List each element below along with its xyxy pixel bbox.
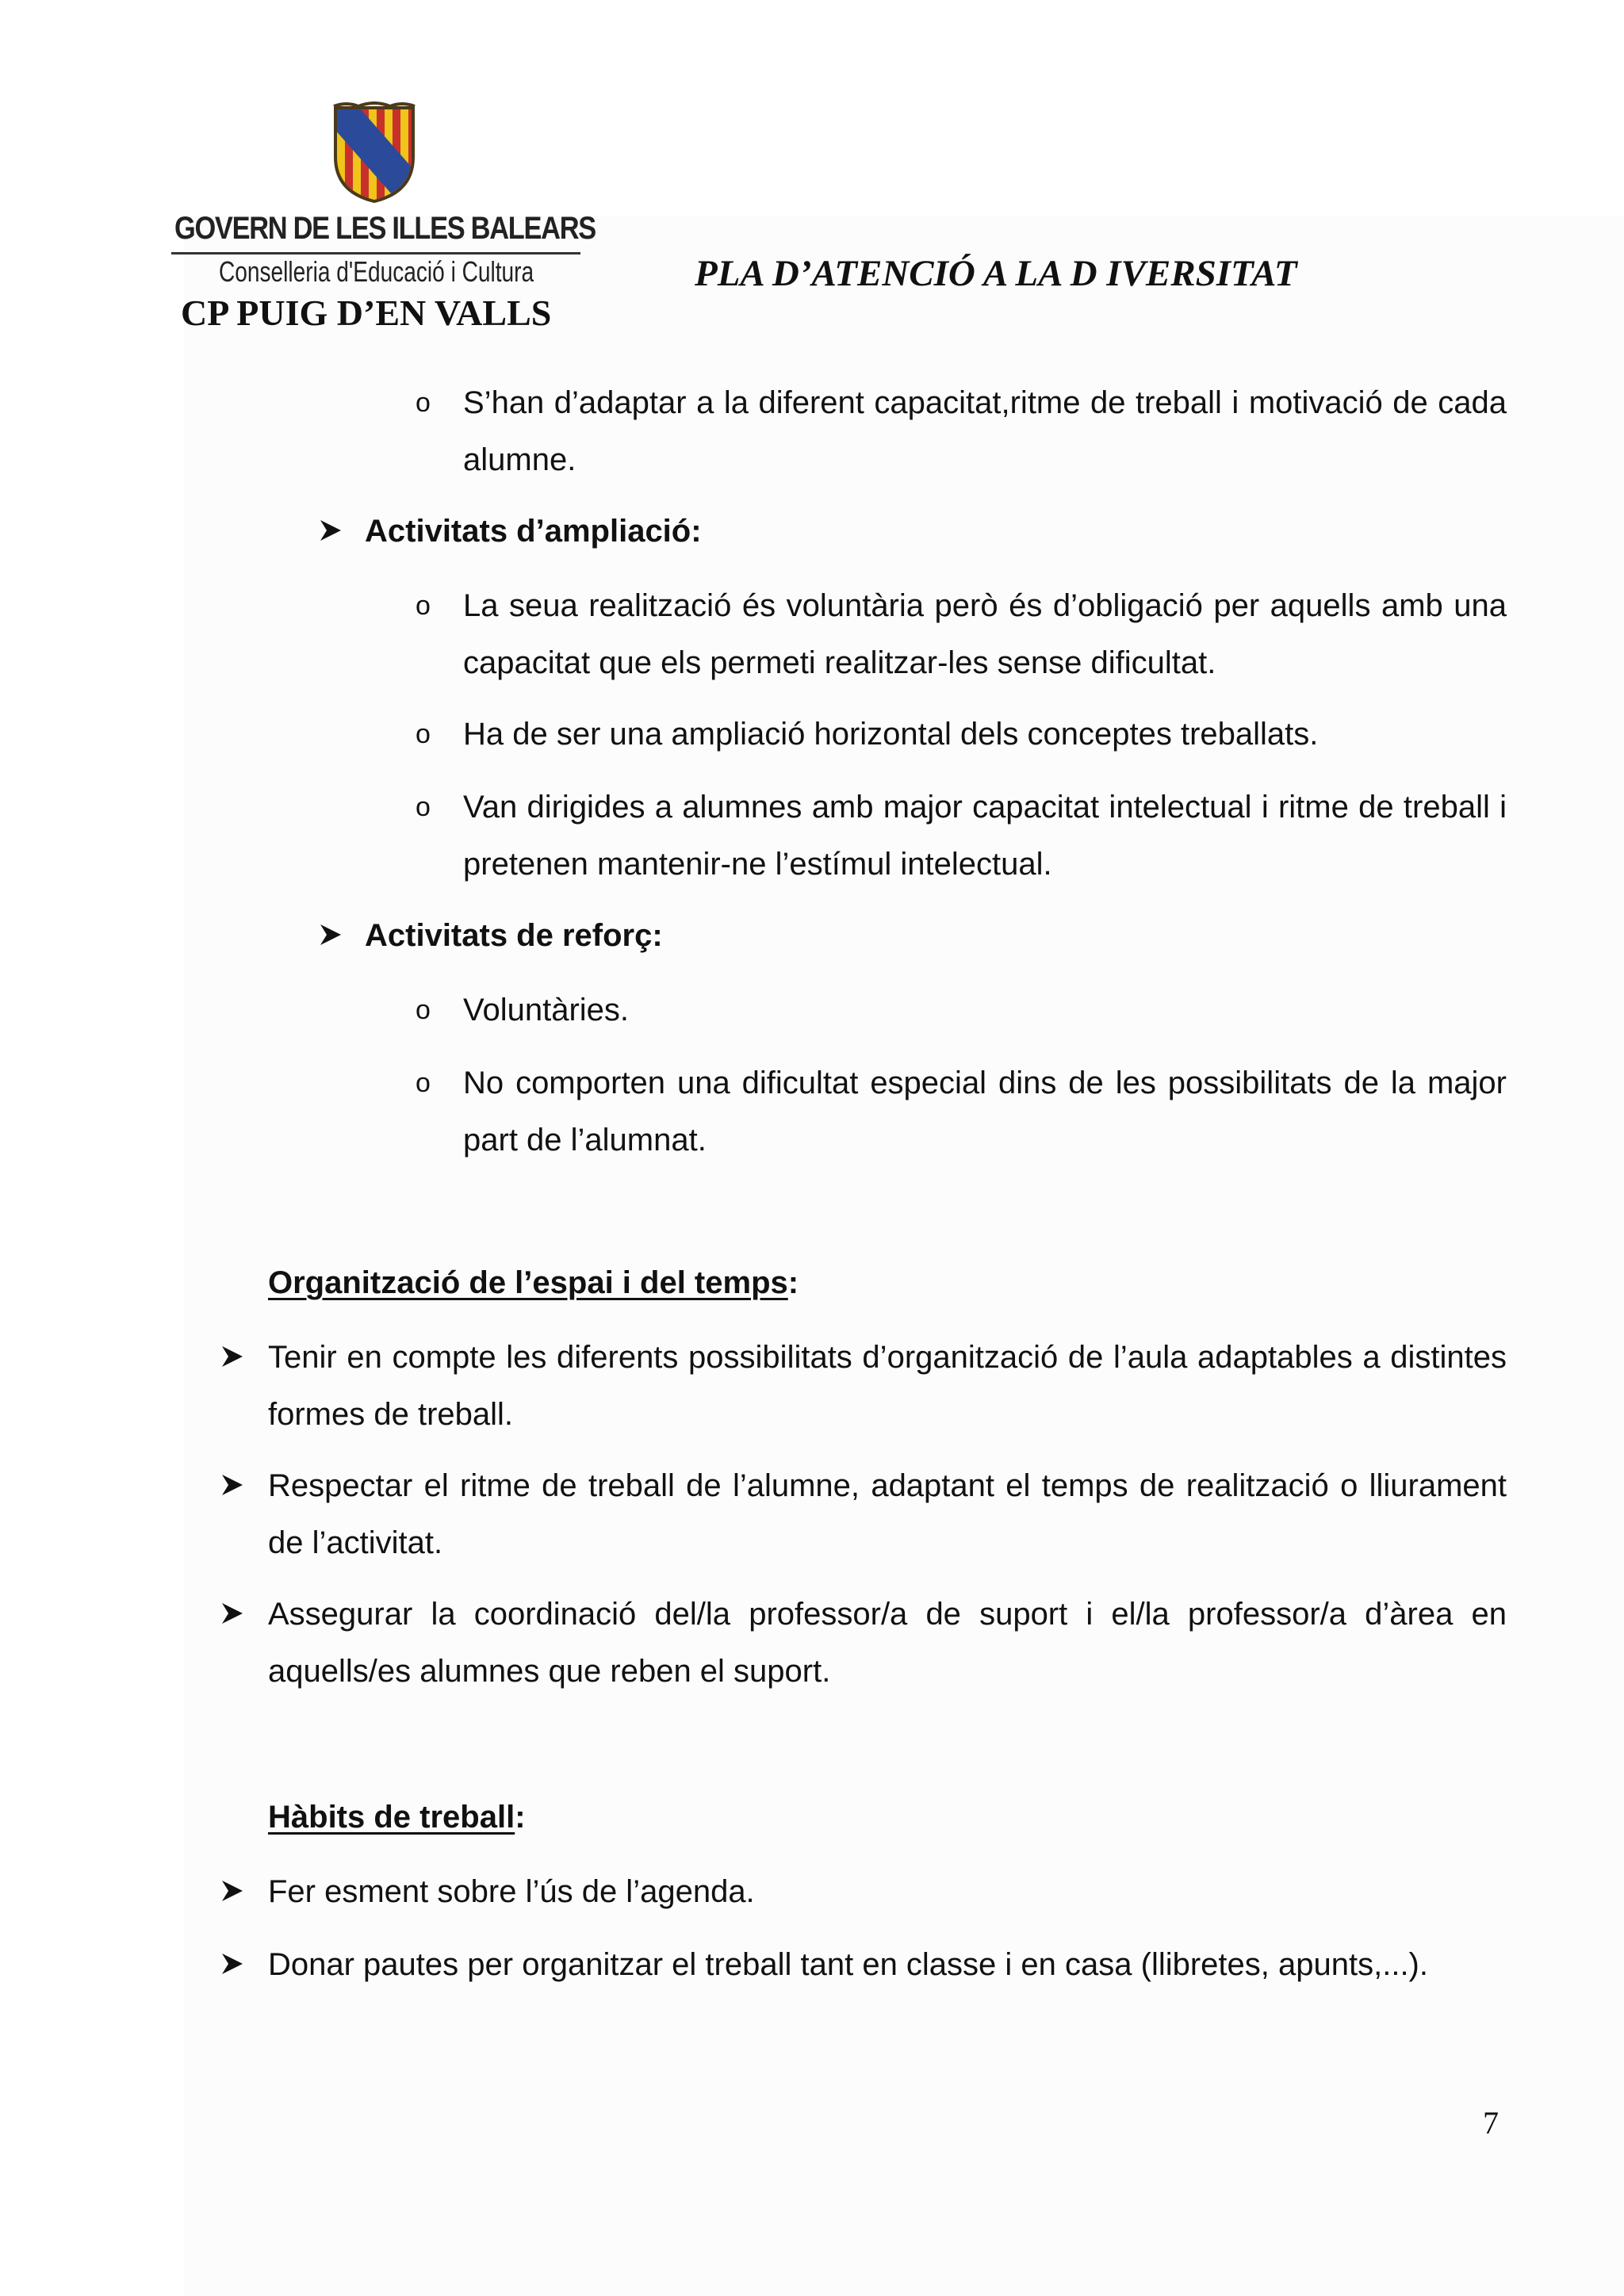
list-item: Ha de ser una ampliació horizontal dels conceptes treballats. <box>463 717 1319 752</box>
list-item: S’han d’adaptar a la diferent capacitat,ritme de treball i motivació de cada alumne. <box>463 385 1507 477</box>
heading-colon: : <box>787 1265 799 1300</box>
list-item: Fer esment sobre l’ús de l’agenda. <box>268 1874 755 1909</box>
list-item: No comporten una dificultat especial dins de les possibilitats de la major part de l’alumnat. <box>463 1066 1507 1158</box>
arrow-bullet-icon <box>220 1473 244 1497</box>
section-subheading-ampliacio: Activitats d’ampliació: <box>365 514 702 549</box>
list-item: Assegurar la coordinació del/la professor/a de suport i el/la professor/a d’àrea en aquells/es alumnes que reben el suport. <box>268 1597 1507 1689</box>
list-item: Tenir en compte les diferents possibilitats d’organització de l’aula adaptables a distintes formes de treball. <box>268 1340 1507 1432</box>
government-name: GOVERN DE LES ILLES BALEARS <box>174 211 596 246</box>
school-name: CP PUIG D’EN VALLS <box>181 293 552 333</box>
arrow-bullet-icon <box>220 1601 244 1625</box>
list-item: Voluntàries. <box>463 993 630 1027</box>
department-name: Conselleria d'Educació i Cultura <box>219 255 534 288</box>
section-heading-text: Hàbits de treball <box>268 1800 515 1835</box>
document-title: PLA D’ATENCIÓ A LA D IVERSITAT <box>695 253 1297 294</box>
list-item: La seua realització és voluntària però és d’obligació per aquells amb una capacitat que els permeti realitzar-les sense dificultat. <box>463 588 1507 680</box>
circle-bullet-icon: o <box>416 1068 431 1098</box>
section-subheading-reforc: Activitats de reforç: <box>365 918 663 953</box>
arrow-bullet-icon <box>220 1345 244 1368</box>
section-heading-organitzacio <box>268 1254 799 1311</box>
arrow-bullet-icon <box>220 1879 244 1903</box>
section-heading-habits <box>268 1789 526 1846</box>
arrow-bullet-icon <box>220 1952 244 1976</box>
section-heading-text: Organització de l’espai i del temps <box>268 1265 788 1300</box>
heading-colon: : <box>515 1800 526 1835</box>
header-rule <box>171 252 580 254</box>
arrow-bullet-icon <box>319 519 343 542</box>
arrow-bullet-icon <box>319 923 343 947</box>
circle-bullet-icon: o <box>416 995 431 1025</box>
circle-bullet-icon: o <box>416 591 431 621</box>
balearic-crest-icon <box>331 101 418 203</box>
circle-bullet-icon: o <box>416 792 431 822</box>
list-item: Van dirigides a alumnes amb major capacitat intelectual i ritme de treball i pretenen mantenir-ne l’estímul intelectual. <box>463 790 1507 882</box>
circle-bullet-icon: o <box>416 719 431 749</box>
circle-bullet-icon: o <box>416 388 431 418</box>
list-item: Donar pautes per organitzar el treball tant en classe i en casa (llibretes, apunts,...). <box>268 1947 1428 1982</box>
page-number: 7 <box>1483 2105 1499 2141</box>
list-item: Respectar el ritme de treball de l’alumne, adaptant el temps de realització o lliurament de l’activitat. <box>268 1468 1507 1560</box>
